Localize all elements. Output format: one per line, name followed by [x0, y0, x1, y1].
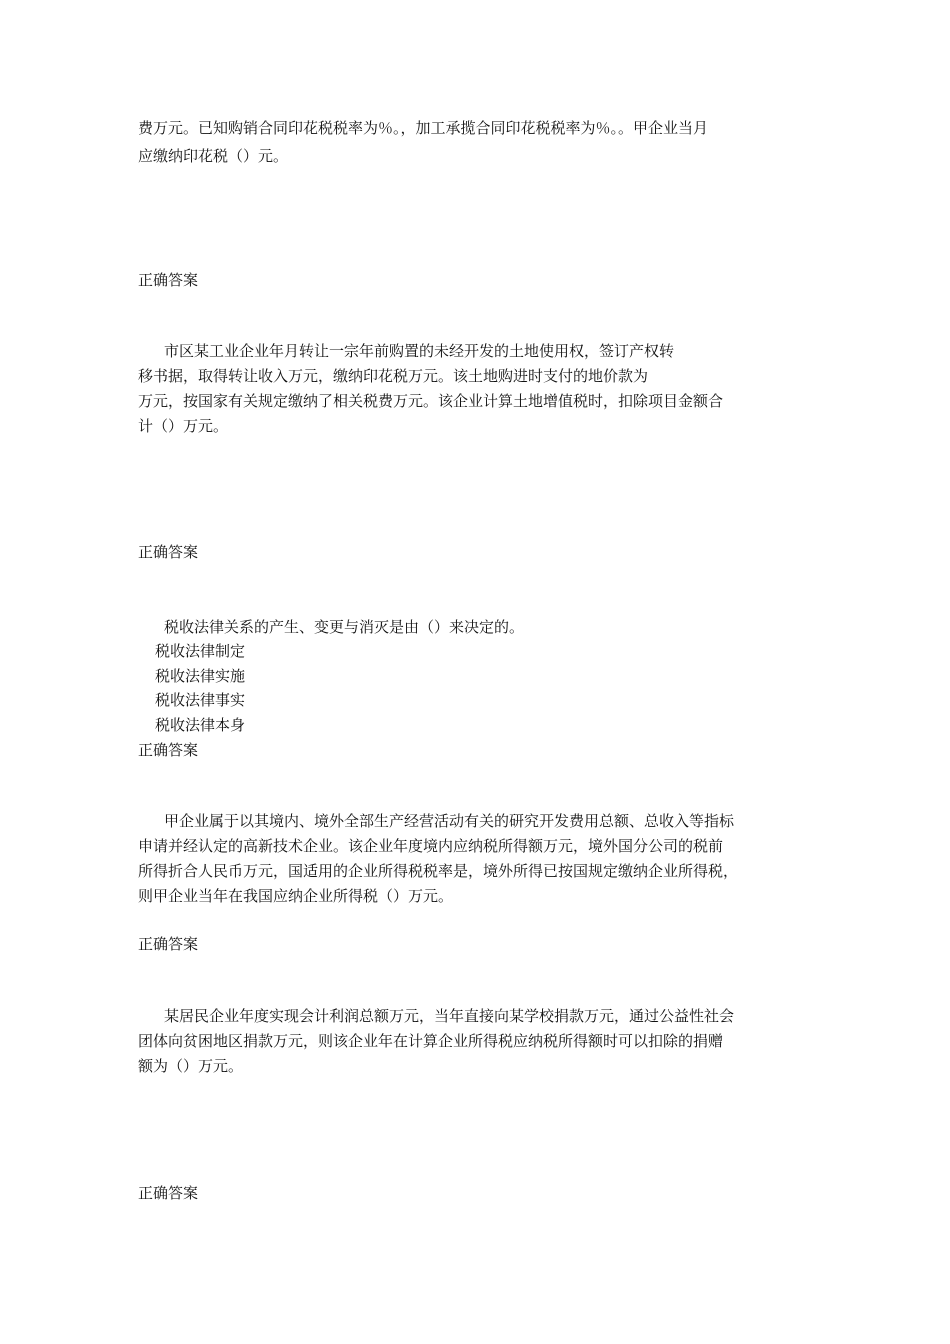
- q2-text-line: 计（）万元。: [138, 417, 229, 435]
- q1-text-line: 费万元。已知购销合同印花税税率为％。，加工承揽合同印花税税率为％。。甲企业当月: [138, 119, 709, 137]
- q4-text-line: 申请并经认定的高新技术企业。该企业年度境内应纳税所得额万元，境外国分公司的税前: [138, 837, 724, 855]
- q5-text-line: 额为（）万元。: [138, 1057, 244, 1075]
- q3-option: 税收法律事实: [155, 691, 246, 709]
- q4-text-line: 甲企业属于以其境内、境外全部生产经营活动有关的研究开发费用总额、总收入等指标: [164, 812, 735, 830]
- q5-text-line: 某居民企业年度实现会计利润总额万元，当年直接向某学校捐款万元，通过公益性社会: [164, 1007, 735, 1025]
- q2-text-line: 移书据，取得转让收入万元，缴纳印花税万元。该土地购进时支付的地价款为: [138, 367, 649, 385]
- q3-answer-label: 正确答案: [138, 741, 199, 759]
- q3-option: 税收法律本身: [155, 716, 246, 734]
- q1-text-line: 应缴纳印花税（）元。: [138, 147, 289, 165]
- q5-text-line: 团体向贫困地区捐款万元，则该企业年在计算企业所得税应纳税所得额时可以扣除的捐赠: [138, 1032, 724, 1050]
- q4-text-line: 所得折合人民币万元，国适用的企业所得税税率是，境外所得已按国规定缴纳企业所得税，: [138, 862, 739, 880]
- q2-text-line: 市区某工业企业年月转让一宗年前购置的未经开发的土地使用权，签订产权转: [164, 342, 675, 360]
- q3-option: 税收法律制定: [155, 642, 246, 660]
- q4-answer-label: 正确答案: [138, 935, 199, 953]
- q5-answer-label: 正确答案: [138, 1184, 199, 1202]
- q3-option: 税收法律实施: [155, 667, 246, 685]
- q2-text-line: 万元，按国家有关规定缴纳了相关税费万元。该企业计算土地增值税时，扣除项目金额合: [138, 392, 724, 410]
- q4-text-line: 则甲企业当年在我国应纳企业所得税（）万元。: [138, 887, 454, 905]
- q3-text-line: 税收法律关系的产生、变更与消灭是由（）来决定的。: [164, 618, 525, 636]
- q2-answer-label: 正确答案: [138, 543, 199, 561]
- q1-answer-label: 正确答案: [138, 271, 199, 289]
